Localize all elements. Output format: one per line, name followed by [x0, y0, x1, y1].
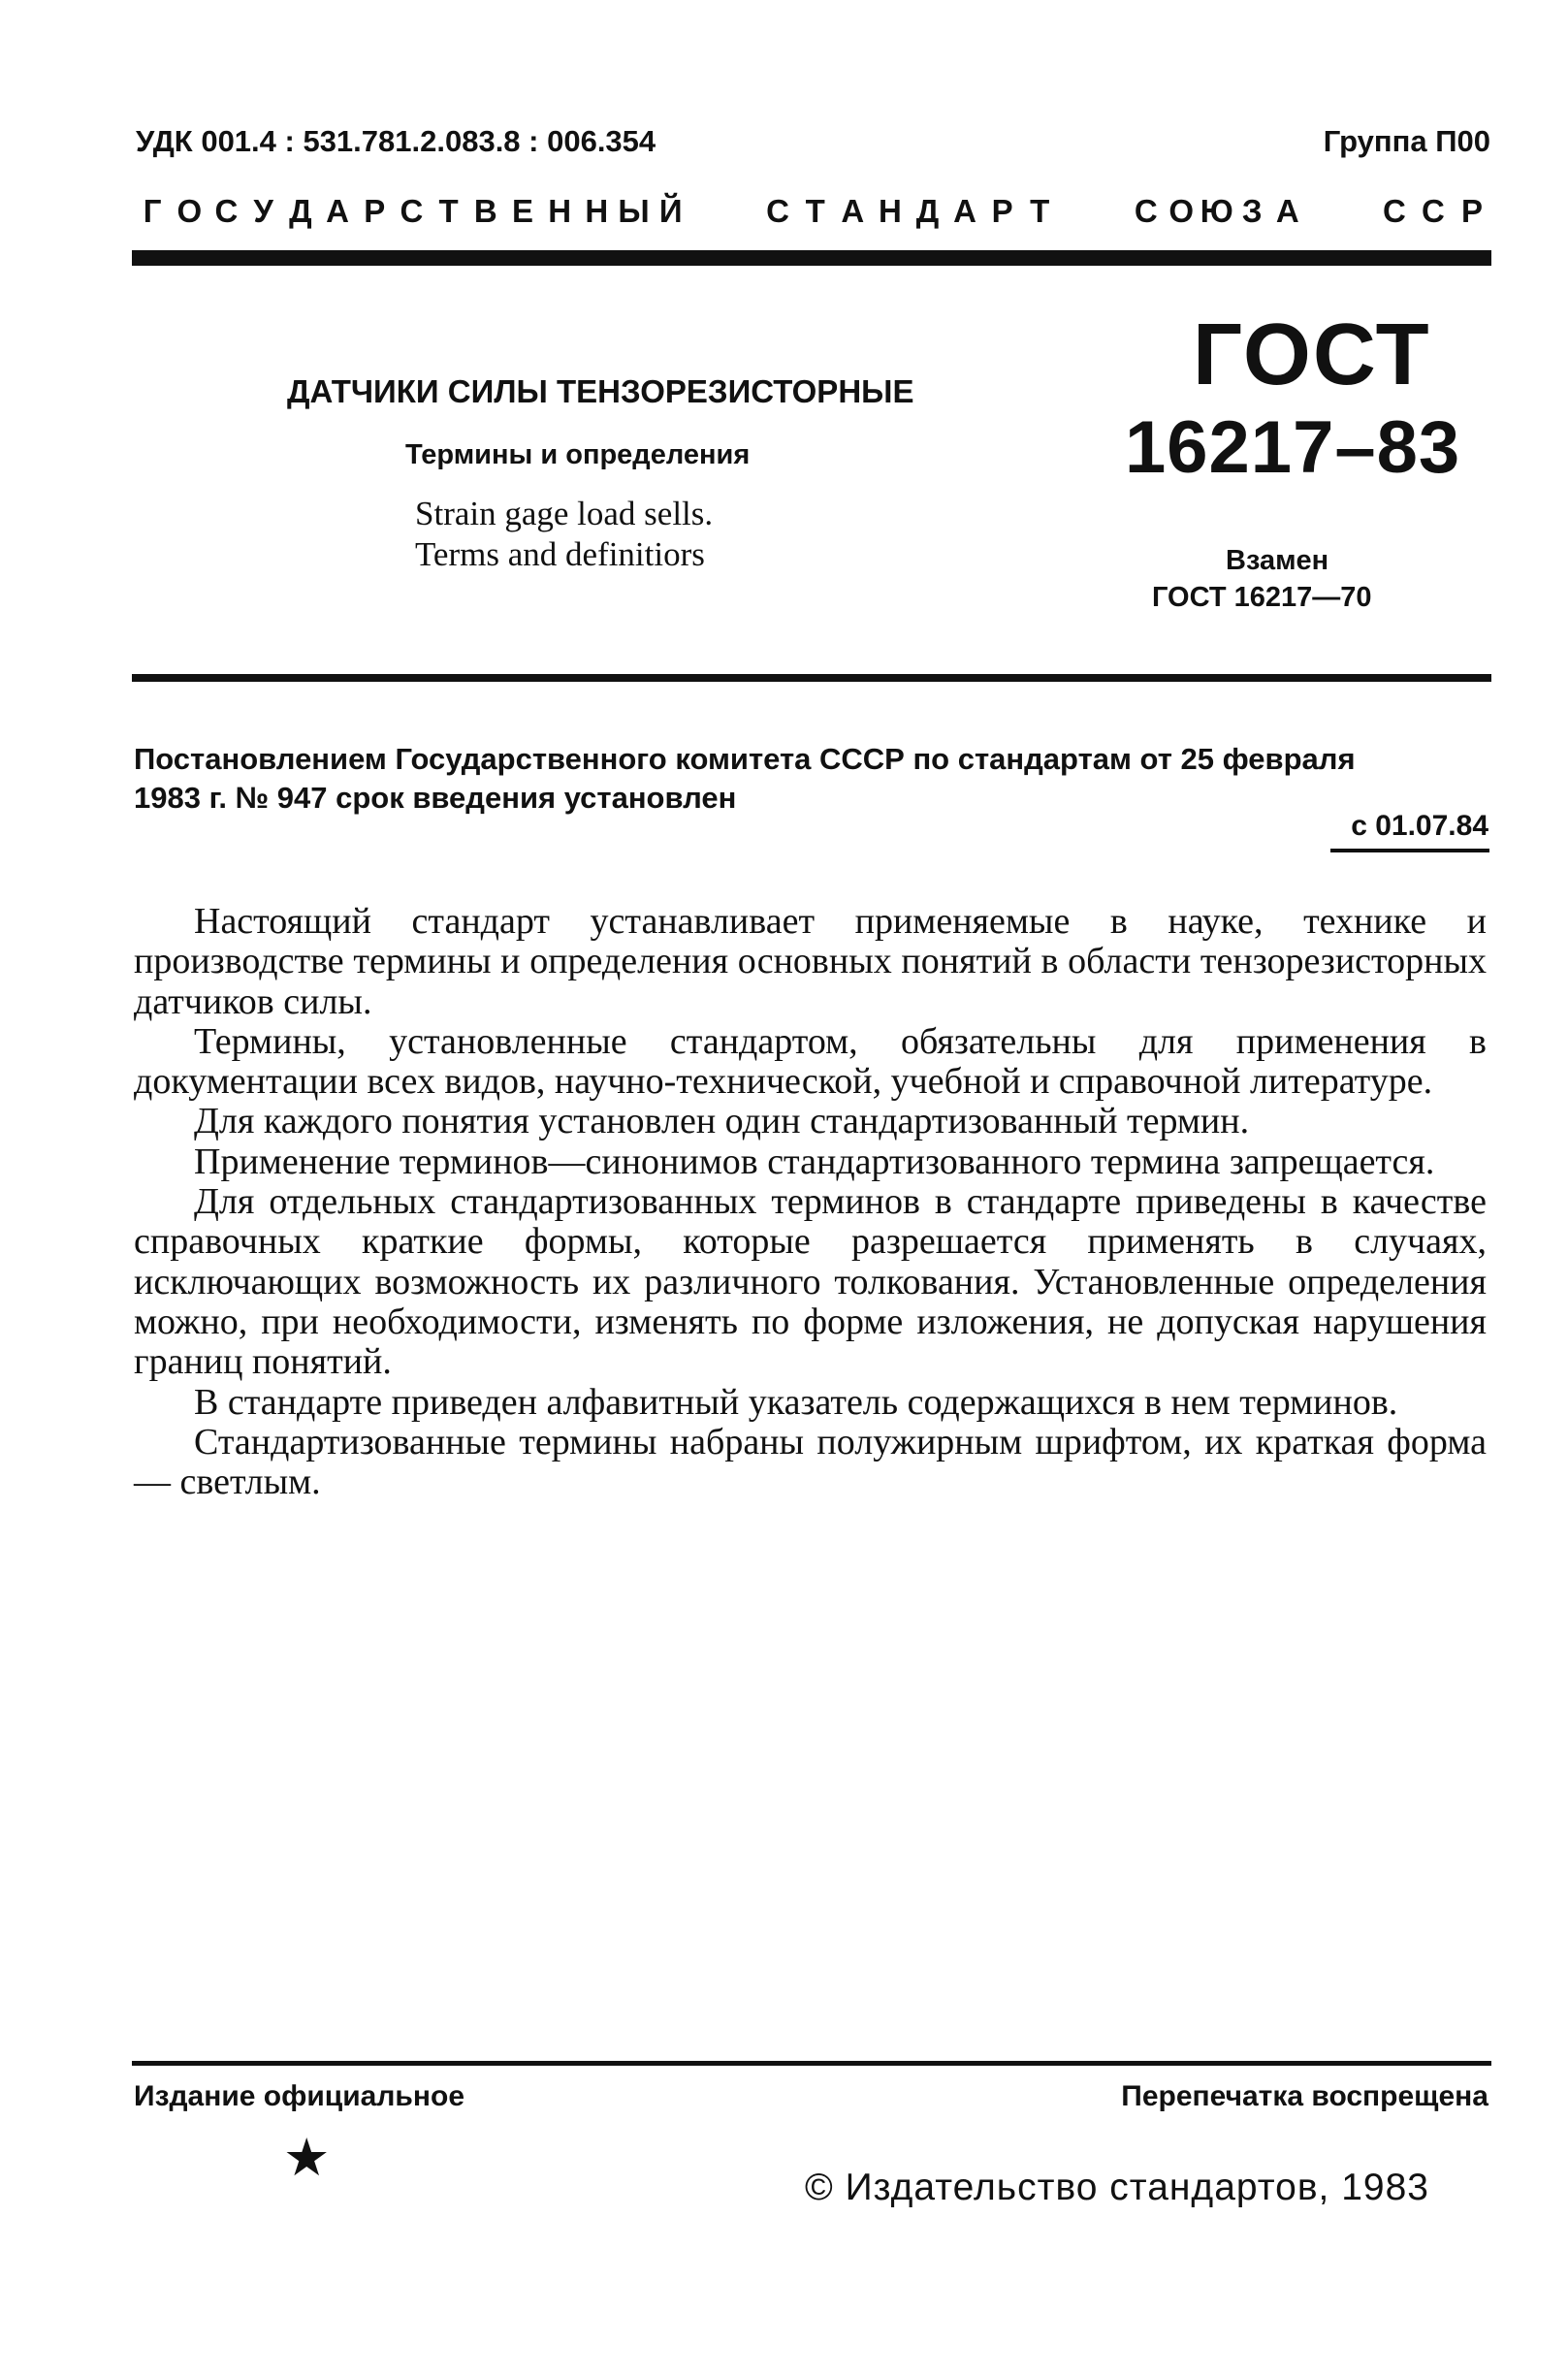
bottom-rule [132, 2061, 1491, 2066]
banner-letter: Ы [618, 193, 650, 229]
body-paragraph: Термины, установленные стандартом, обязательны для применения в документации всех видов, научно-технической, учебной и справочной литературе. [134, 1020, 1487, 1103]
banner-letter: А [841, 193, 865, 229]
banner-letter: О [176, 193, 203, 229]
star-icon: ★ [283, 2129, 331, 2187]
copyright-line: © Издательство стандартов, 1983 [805, 2167, 1429, 2208]
banner-letter: У [253, 193, 273, 229]
banner-letter: Е [511, 193, 533, 229]
banner-letter: Р [991, 193, 1013, 229]
body-paragraph: Для каждого понятия установлен один стандартизованный термин. [194, 1101, 1250, 1142]
banner-letter: Н [585, 193, 609, 229]
banner-letter: Д [289, 193, 312, 229]
banner-word [1129, 193, 1306, 230]
banner-letter: В [473, 193, 497, 229]
replaces-label: Взамен [1226, 545, 1329, 576]
banner-word [1375, 193, 1491, 230]
body-paragraph: Стандартизованные термины набраны полужирным шрифтом, их краткая форма — светлым. [134, 1421, 1487, 1503]
decree-line-2: 1983 г. № 947 срок введения установлен [134, 781, 737, 815]
banner-letter: З [1241, 193, 1263, 229]
banner-word [759, 193, 1059, 230]
gost-number: 16217–83 [1125, 406, 1461, 489]
banner-letter: С [1134, 193, 1158, 229]
standard-group: Группа П00 [1323, 124, 1490, 158]
body-paragraph: Применение терминов—синонимов стандартизованного термина запрещается. [194, 1141, 1435, 1182]
english-title-line-2: Terms and definitiors [415, 535, 705, 573]
banner-letter: Й [658, 193, 683, 229]
decree-line-1: Постановлением Государственного комитета СССР по стандартам от 25 февраля [134, 742, 1356, 776]
official-edition-note: Издание официальное [134, 2080, 465, 2112]
middle-rule [132, 674, 1491, 682]
replaced-standard: ГОСТ 16217—70 [1152, 582, 1372, 613]
banner-letter: Ю [1200, 193, 1233, 229]
top-thick-rule [132, 250, 1491, 266]
effective-date: с 01.07.84 [1351, 810, 1488, 842]
banner-word [134, 193, 689, 230]
effective-date-underline [1330, 849, 1489, 852]
banner-letter: С [766, 193, 789, 229]
state-standard-banner [134, 192, 1491, 231]
banner-letter: Д [915, 193, 940, 229]
gost-label: ГОСТ [1193, 306, 1431, 403]
banner-letter: Т [805, 193, 825, 229]
banner-letter: Р [1460, 193, 1483, 229]
banner-letter: С [400, 193, 424, 229]
body-paragraph: Настоящий стандарт устанавливает применяемые в науке, технике и производстве термины и определения основных понятий в области тензорезисторных датчиков силы. [134, 901, 1487, 1022]
english-title-line-1: Strain gage load sells. [415, 495, 714, 532]
document-title: ДАТЧИКИ СИЛЫ ТЕНЗОРЕЗИСТОРНЫЕ [287, 373, 914, 409]
banner-letter: А [1275, 193, 1299, 229]
banner-letter: С [214, 193, 239, 229]
reprint-forbidden-note: Перепечатка воспрещена [1121, 2080, 1488, 2112]
banner-letter: А [326, 193, 349, 229]
banner-letter: А [953, 193, 976, 229]
banner-letter: О [1168, 193, 1195, 229]
banner-letter: Г [143, 193, 162, 229]
banner-letter: Р [364, 193, 386, 229]
banner-letter: Н [548, 193, 572, 229]
body-text [134, 902, 1487, 1502]
banner-letter: Т [1030, 193, 1050, 229]
banner-letter: С [1422, 193, 1445, 229]
body-paragraph: В стандарте приведен алфавитный указатель содержащихся в нем терминов. [194, 1381, 1398, 1423]
udk-code: УДК 001.4 : 531.781.2.083.8 : 006.354 [136, 124, 656, 158]
banner-letter: Т [438, 193, 459, 229]
document-subtitle: Термины и определения [405, 439, 751, 470]
banner-letter: С [1383, 193, 1406, 229]
banner-letter: Н [878, 193, 902, 229]
body-paragraph: Для отдельных стандартизованных терминов в стандарте приведены в качестве справочных краткие формы, которые разрешается применять в случаях, исключающих возможность их различного толкования. Установленные определения можно, при необходимости, изменять по форме изложения, не допуская нарушения границ понятий. [134, 1181, 1487, 1383]
